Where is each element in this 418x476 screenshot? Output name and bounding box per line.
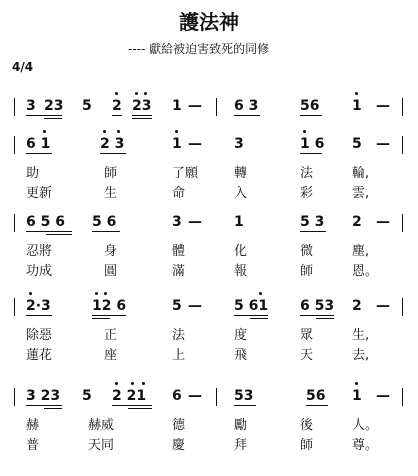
lyrics-verse-1 (0, 324, 418, 344)
octave-dot (355, 382, 358, 385)
note: 5 (172, 298, 182, 314)
note: — (376, 136, 390, 152)
note: 1 6 (300, 136, 325, 152)
bar-line (402, 136, 403, 154)
note: 23 (44, 98, 64, 114)
underline (92, 318, 110, 319)
note: — (188, 98, 202, 114)
note: — (376, 388, 390, 404)
lyrics-verse-2 (0, 260, 418, 280)
underline (26, 405, 62, 406)
note: 1 (234, 214, 244, 230)
lyric: 赫 (26, 418, 40, 433)
underline (26, 315, 52, 316)
octave-dot (95, 292, 98, 295)
underline (26, 153, 52, 154)
song-subtitle: ---- 獻給被迫害致死的同修 (128, 42, 270, 56)
lyric: 師 (300, 438, 314, 453)
octave-dot (175, 130, 178, 133)
octave-dot (115, 92, 118, 95)
lyric: 正 (104, 328, 118, 343)
lyric: 法 (172, 328, 186, 343)
lyric: 去, (352, 348, 370, 363)
note: 5 (82, 98, 92, 114)
octave-dot (259, 292, 262, 295)
underline (234, 115, 260, 116)
underline (92, 231, 120, 232)
lyric: 命 (172, 186, 186, 201)
note: 5 6 (92, 214, 117, 230)
underline (300, 153, 322, 154)
lyrics-verse-1 (0, 162, 418, 182)
note: 2 3 (100, 136, 125, 152)
note: 3 (172, 214, 182, 230)
note: 3 (26, 98, 36, 114)
note: 23 (132, 98, 152, 114)
bar-line (14, 298, 15, 316)
notation-row (0, 134, 418, 154)
lyric: 助 (26, 166, 40, 181)
note: 1 (172, 136, 182, 152)
note: 6 3 (234, 98, 259, 114)
note: — (188, 214, 202, 230)
lyric: 微 (300, 244, 314, 259)
bar-line (14, 214, 15, 232)
note: 2 (112, 98, 122, 114)
lyric: 人。 (352, 418, 379, 433)
underline (100, 153, 126, 154)
lyric: 體 (172, 244, 186, 259)
note: 6 53 (300, 298, 335, 314)
underline (234, 405, 256, 406)
bar-line (402, 98, 403, 116)
note: 1 (352, 388, 362, 404)
underline (132, 115, 152, 116)
underline (128, 408, 152, 409)
octave-dot (103, 130, 106, 133)
lyric: 勵 (234, 418, 248, 433)
lyric: 赫威 (88, 418, 115, 433)
lyric: 恩。 (352, 264, 379, 279)
note: 53 (234, 388, 254, 404)
lyrics-verse-2 (0, 182, 418, 202)
note: 2·3 (26, 298, 51, 314)
note: — (376, 298, 390, 314)
octave-dot (115, 382, 118, 385)
bar-line (402, 214, 403, 232)
lyric: 轉 (234, 166, 248, 181)
underline (316, 318, 334, 319)
lyrics-verse-1 (0, 414, 418, 434)
lyric: 生, (352, 328, 370, 343)
lyric: 師 (300, 264, 314, 279)
lyric: 塵, (352, 244, 370, 259)
lyrics-verse-2 (0, 434, 418, 454)
lyric: 度 (234, 328, 248, 343)
note: 2 (352, 214, 362, 230)
note: — (188, 388, 202, 404)
lyric: 雲, (352, 186, 370, 201)
lyric: 生 (104, 186, 118, 201)
bar-line (14, 388, 15, 406)
lyric: 拜 (234, 438, 248, 453)
lyric: 師 (104, 166, 118, 181)
lyric: 忍將 (26, 244, 53, 259)
lyric: 蓮花 (26, 348, 53, 363)
song-title: 護法神 (179, 10, 239, 34)
bar-line (402, 388, 403, 406)
lyric: 慶 (172, 438, 186, 453)
lyric: 法 (300, 166, 314, 181)
underline (26, 231, 72, 232)
lyric: 更新 (26, 186, 53, 201)
note: 6 5 6 (26, 214, 65, 230)
time-signature: 4/4 (12, 60, 34, 74)
underline (44, 118, 62, 119)
lyric: 後 (300, 418, 314, 433)
note: 3 (234, 136, 244, 152)
lyrics-verse-2 (0, 344, 418, 364)
note: 3 23 (26, 388, 61, 404)
bar-line (402, 298, 403, 316)
notation-row (0, 212, 418, 232)
lyric: 眾 (300, 328, 314, 343)
lyric: 身 (104, 244, 118, 259)
lyric: 普 (26, 438, 40, 453)
lyric: 報 (234, 264, 248, 279)
notation-row (0, 296, 418, 316)
octave-dot (29, 292, 32, 295)
octave-dot (131, 382, 134, 385)
octave-dot (135, 92, 138, 95)
lyric: 上 (172, 348, 186, 363)
lyric: 除惡 (26, 328, 53, 343)
note: 5 61 (234, 298, 269, 314)
note: — (188, 136, 202, 152)
lyrics-verse-1 (0, 240, 418, 260)
note: 1 (172, 98, 182, 114)
lyric: 彩 (300, 186, 314, 201)
underline (306, 405, 328, 406)
bar-line (14, 98, 15, 116)
lyric: 天同 (88, 438, 115, 453)
note: 5 3 (300, 214, 325, 230)
underline (46, 234, 72, 235)
lyric: 輪, (352, 166, 370, 181)
lyric: 座 (104, 348, 118, 363)
underline (26, 115, 62, 116)
note: — (188, 298, 202, 314)
notation-row (0, 386, 418, 406)
bar-line (216, 98, 217, 116)
note: 1 (352, 98, 362, 114)
note: 6 (172, 388, 182, 404)
octave-dot (144, 92, 147, 95)
octave-dot (355, 92, 358, 95)
lyric: 尊。 (352, 438, 379, 453)
note: — (376, 214, 390, 230)
lyric: 圓 (104, 264, 118, 279)
note: — (376, 98, 390, 114)
lyric: 天 (300, 348, 314, 363)
note: 5 (352, 136, 362, 152)
underline (112, 115, 122, 116)
underline (234, 315, 268, 316)
lyric: 德 (172, 418, 186, 433)
underline (92, 315, 126, 316)
octave-dot (303, 130, 306, 133)
lyric: 功成 (26, 264, 53, 279)
underline (112, 405, 152, 406)
lyric: 滿 (172, 264, 186, 279)
notation-row (0, 96, 418, 116)
lyric: 入 (234, 186, 248, 201)
note: 6 1 (26, 136, 51, 152)
underline (132, 118, 152, 119)
bar-line (216, 388, 217, 406)
note: 2 (352, 298, 362, 314)
note: 56 (306, 388, 326, 404)
note: 56 (300, 98, 320, 114)
octave-dot (43, 130, 46, 133)
lyric: 了願 (172, 166, 199, 181)
bar-line (14, 136, 15, 154)
underline (300, 231, 326, 232)
octave-dot (104, 292, 107, 295)
underline (300, 115, 322, 116)
lyric: 飛 (234, 348, 248, 363)
underline (250, 318, 268, 319)
note: 5 (82, 388, 92, 404)
underline (44, 408, 62, 409)
underline (300, 315, 334, 316)
note: 12 6 (92, 298, 127, 314)
octave-dot (142, 382, 145, 385)
octave-dot (117, 130, 120, 133)
note: 2 21 (112, 388, 147, 404)
lyric: 化 (234, 244, 248, 259)
